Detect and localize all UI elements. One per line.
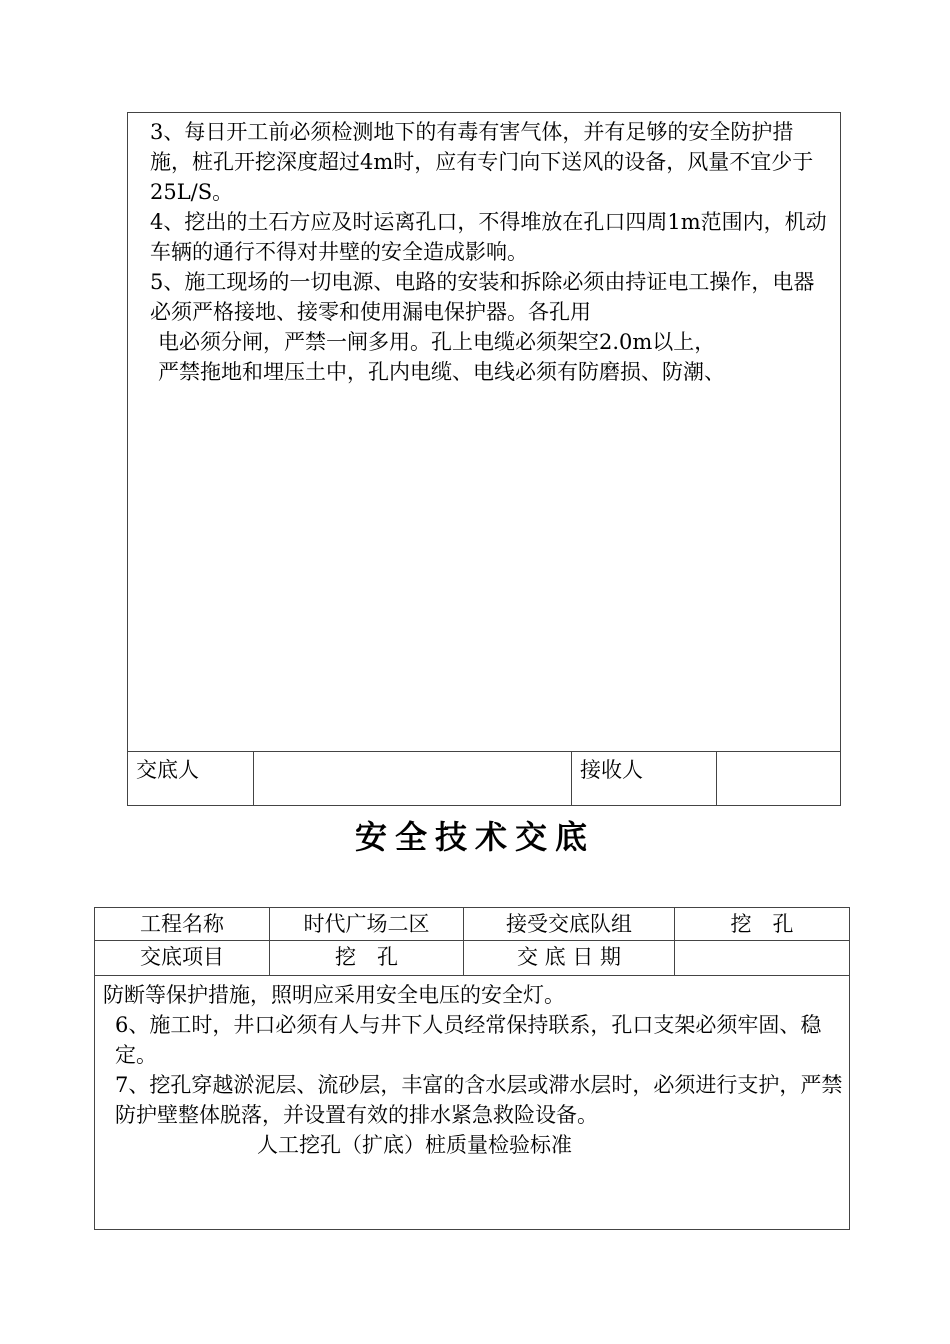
header-row-1 [95, 908, 849, 941]
clause-5-cont-1: 电必须分闸，严禁一闸多用。孔上电缆必须架空2.0m以上， [158, 330, 716, 354]
clause-5: 5、施工现场的一切电源、电路的安装和拆除必须由持证电工操作，电器必须严格接地、接零和使用漏电保护器。各孔用 [150, 270, 815, 324]
team-value: 挖 孔 [674, 908, 849, 940]
disclosure-content-cell-2 [95, 976, 849, 1160]
date-label: 交 底 日 期 [463, 941, 674, 975]
disclosure-content-cell [128, 113, 840, 752]
clause-3: 3、每日开工前必须检测地下的有毒有害气体，并有足够的安全防护措施，桩孔开挖深度超过4m时，应有专门向下送风的设备，风量不宜少于25L/S。 [150, 120, 814, 204]
clause-4: 4、挖出的土石方应及时运离孔口，不得堆放在孔口四周1m范围内，机动车辆的通行不得对井壁的安全造成影响。 [150, 210, 827, 264]
disclosure-content-table [127, 112, 841, 806]
disclosure-table [94, 907, 850, 1230]
header-row-2 [95, 941, 849, 976]
item-label: 交底项目 [140, 945, 224, 969]
receiver-field[interactable] [716, 752, 840, 805]
clause-5-cont-2: 严禁拖地和埋压土中，孔内电缆、电线必须有防磨损、防潮、 [158, 360, 725, 384]
clause-5-cont-3: 防断等保护措施，照明应采用安全电压的安全灯。 [103, 983, 565, 1007]
receiver-label: 接收人 [571, 752, 716, 805]
item-value: 挖 孔 [269, 941, 463, 975]
clause-7: 7、挖孔穿越淤泥层、流砂层，丰富的含水层或滞水层时，必须进行支护，严禁防护壁整体脱落，并设置有效的排水紧急救险设备。 [115, 1073, 843, 1127]
team-label: 接受交底队组 [463, 908, 674, 940]
handover-person-field[interactable] [253, 752, 571, 805]
handover-person-label: 交底人 [136, 758, 199, 782]
date-value[interactable] [674, 941, 849, 975]
signature-row [128, 752, 840, 805]
project-name-value: 时代广场二区 [269, 908, 463, 940]
project-name-label: 工程名称 [140, 912, 224, 936]
page-title: 安全技术交底 [354, 818, 595, 856]
quality-standard-heading: 人工挖孔（扩底）桩质量检验标准 [257, 1133, 572, 1157]
clause-6: 6、施工时，井口必须有人与井下人员经常保持联系，孔口支架必须牢固、稳定。 [115, 1013, 822, 1067]
